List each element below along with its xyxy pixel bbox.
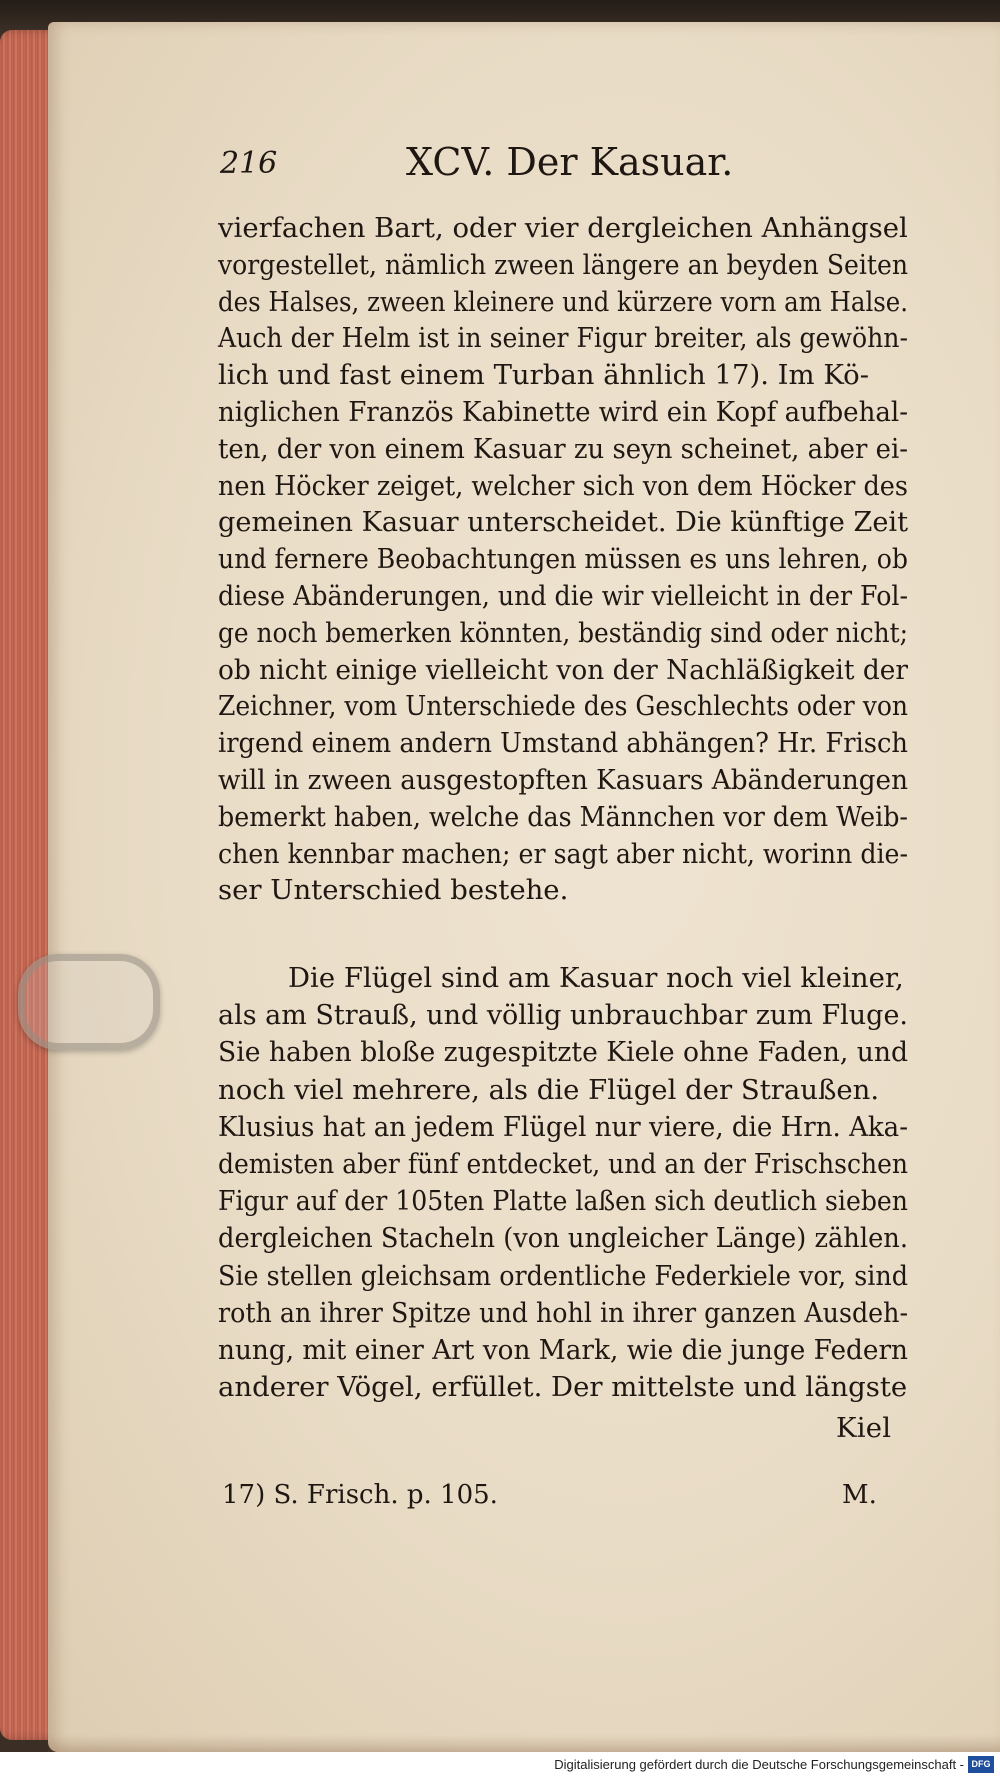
text-line: irgend einem andern Umstand abhängen? Hr. Frisch bbox=[218, 727, 908, 760]
text-line: diese Abänderungen, und die wir vielleicht in der Fol- bbox=[218, 580, 908, 612]
footer-credit: Digitalisierung gefördert durch die Deutsche Forschungsgemeinschaft - bbox=[554, 1757, 964, 1772]
text-line: Klusius hat an jedem Flügel nur viere, die Hrn. Aka- bbox=[218, 1110, 908, 1143]
text-line: Sie stellen gleichsam ordentliche Federkiele vor, sind bbox=[218, 1259, 908, 1292]
text-line: ge noch bemerken könnten, beständig sind oder nicht; bbox=[218, 616, 908, 649]
footnote: 17) S. Frisch. p. 105. bbox=[222, 1480, 498, 1510]
text-line: roth an ihrer Spitze und hohl in ihrer ganzen Ausdeh- bbox=[218, 1296, 908, 1329]
text-line: als am Strauß, und völlig unbrauchbar zum Fluge. bbox=[218, 999, 908, 1032]
text-line: und fernere Beobachtungen müssen es uns lehren, ob bbox=[218, 543, 908, 576]
text-line: anderer Vögel, erfüllet. Der mittelste und längste bbox=[218, 1371, 908, 1404]
text-line: nung, mit einer Art von Mark, wie die junge Federn bbox=[218, 1334, 908, 1366]
text-line: Figur auf der 105ten Platte laßen sich deutlich sieben bbox=[218, 1185, 908, 1218]
text-line: niglichen Französ Kabinette wird ein Kopf aufbehal- bbox=[218, 396, 908, 428]
text-line: Die Flügel sind am Kasuar noch viel kleiner, bbox=[288, 962, 904, 994]
catchword: Kiel bbox=[836, 1412, 892, 1444]
text-line: nen Höcker zeiget, welcher sich von dem Höcker des bbox=[218, 469, 908, 502]
text-line: des Halses, zween kleinere und kürzere vorn am Halse. bbox=[218, 285, 908, 318]
text-line: vorgestellet, nämlich zween längere an beyden Seiten bbox=[218, 248, 908, 281]
text-line: Auch der Helm ist in seiner Figur breiter, als gewöhn- bbox=[218, 322, 908, 355]
text-line: ser Unterschied bestehe. bbox=[218, 874, 569, 907]
text-line: Sie haben bloße zugespitzte Kiele ohne Faden, und bbox=[218, 1036, 908, 1069]
text-line: gemeinen Kasuar unterscheidet. Die künftige Zeit bbox=[218, 506, 908, 539]
footer-bar bbox=[0, 1752, 1000, 1779]
page-header bbox=[220, 140, 920, 190]
bookmark-clip bbox=[18, 954, 160, 1050]
dfg-logo: DFG bbox=[968, 1756, 994, 1773]
text-line: ten, der von einem Kasuar zu seyn scheinet, aber ei- bbox=[218, 432, 908, 465]
text-line: vierfachen Bart, oder vier dergleichen Anhängsel bbox=[218, 212, 908, 244]
text-line: chen kennbar machen; er sagt aber nicht, worinn die- bbox=[218, 837, 908, 870]
text-line: lich und fast einem Turban ähnlich 17). Im Kö- bbox=[218, 359, 870, 392]
text-line: ob nicht einige vielleicht von der Nachläßigkeit der bbox=[218, 653, 908, 686]
text-line: demisten aber fünf entdecket, und an der Frischschen bbox=[218, 1148, 908, 1180]
text-line: Zeichner, vom Unterschiede des Geschlechts oder von bbox=[218, 690, 908, 723]
text-line: noch viel mehrere, als die Flügel der Straußen. bbox=[218, 1073, 880, 1106]
text-line: dergleichen Stacheln (von ungleicher Länge) zählen. bbox=[218, 1222, 908, 1255]
running-head: XCV. Der Kasuar. bbox=[406, 140, 734, 184]
text-line: bemerkt haben, welche das Männchen vor dem Weib- bbox=[218, 800, 908, 833]
text-line: will in zween ausgestopften Kasuars Abänderungen bbox=[218, 764, 908, 796]
page-number: 216 bbox=[220, 146, 278, 181]
signature-mark: M. bbox=[842, 1480, 877, 1510]
